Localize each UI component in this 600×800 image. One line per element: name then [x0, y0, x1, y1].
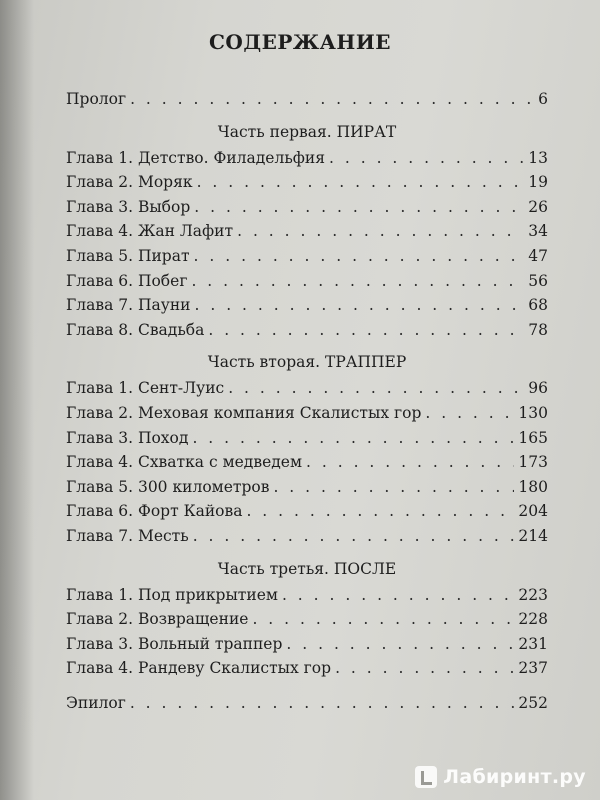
- toc-entry-page: 228: [518, 610, 548, 629]
- toc-entry: [66, 453, 548, 478]
- toc-entry-title: Глава 2. Моряк: [66, 173, 193, 192]
- toc-entry: [66, 321, 548, 346]
- toc-entry-page: 26: [528, 197, 548, 216]
- leader-dots: [195, 296, 525, 314]
- toc-entry-title: Глава 3. Вольный траппер: [66, 634, 283, 653]
- toc-entry-page: 214: [518, 526, 548, 545]
- toc-entry-title: Глава 1. Под прикрытием: [66, 585, 278, 604]
- table-of-contents: [66, 90, 548, 718]
- toc-entry: [66, 429, 548, 454]
- leader-dots: [246, 502, 514, 520]
- toc-entry-title: Глава 7. Месть: [66, 526, 189, 545]
- leader-dots: [192, 429, 514, 447]
- toc-entry-page: 204: [518, 502, 548, 521]
- toc-entry-title: Глава 6. Побег: [66, 271, 188, 290]
- toc-entry-page: 180: [518, 477, 548, 496]
- leader-dots: [130, 694, 515, 712]
- leader-dots: [306, 453, 514, 471]
- labirint-logo-icon: [415, 766, 437, 788]
- toc-entry: [66, 173, 548, 198]
- page-title: СОДЕРЖАНИЕ: [209, 30, 391, 54]
- toc-entry: [66, 222, 548, 247]
- toc-entry-page: 223: [518, 585, 548, 604]
- leader-dots: [228, 379, 524, 397]
- leader-dots: [335, 659, 514, 677]
- toc-entry-title: Глава 5. 300 километров: [66, 477, 270, 496]
- toc-entry: [66, 502, 548, 527]
- leader-dots: [197, 173, 525, 191]
- toc-entry-title: Глава 2. Возвращение: [66, 610, 249, 629]
- leader-dots: [194, 247, 525, 265]
- leader-dots: [130, 90, 534, 108]
- toc-entry-page: 47: [528, 246, 548, 265]
- toc-entry: [66, 527, 548, 552]
- watermark-text: Лабиринт.ру: [443, 766, 586, 788]
- toc-entry: [66, 610, 548, 635]
- watermark: [415, 766, 586, 788]
- toc-entry-page: 34: [528, 222, 548, 241]
- toc-entry-title: Глава 1. Сент-Луис: [66, 379, 225, 398]
- toc-entry: [66, 296, 548, 321]
- toc-entry-page: 6: [538, 90, 548, 108]
- leader-dots: [282, 586, 514, 604]
- toc-epilogue: [66, 694, 548, 719]
- part-heading: Часть третья. ПОСЛЕ: [217, 559, 397, 578]
- leader-dots: [193, 527, 515, 545]
- toc-entry: [66, 659, 548, 684]
- toc-entry-page: 130: [518, 403, 548, 422]
- toc-entry-page: 78: [528, 320, 548, 339]
- page-shadow: [0, 0, 34, 800]
- toc-entry-title: Глава 2. Меховая компания Скалистых гор: [66, 403, 422, 422]
- toc-entry: [66, 149, 548, 174]
- toc-entry-page: 252: [518, 693, 548, 712]
- toc-entry: [66, 247, 548, 272]
- toc-entry-page: 68: [528, 296, 548, 315]
- toc-entry-page: 56: [528, 271, 548, 290]
- spacer: [66, 684, 548, 694]
- toc-entry-title: Глава 4. Жан Лафит: [66, 222, 234, 241]
- toc-entry-title: Глава 3. Выбор: [66, 197, 191, 216]
- part-heading: Часть первая. ПИРАТ: [217, 122, 397, 141]
- toc-entry-title: Глава 8. Свадьба: [66, 320, 205, 339]
- toc-entry-title: Глава 5. Пират: [66, 246, 190, 265]
- toc-entry-page: 165: [518, 428, 548, 447]
- toc-entry-title: Глава 3. Поход: [66, 428, 189, 447]
- toc-entry-page: 231: [518, 634, 548, 653]
- leader-dots: [273, 478, 514, 496]
- toc-entry-title: Эпилог: [66, 693, 126, 712]
- toc-entry-page: 173: [518, 453, 548, 472]
- toc-entry-page: 96: [528, 379, 548, 398]
- toc-prologue: [66, 90, 548, 115]
- toc-entry: [66, 635, 548, 660]
- toc-entry-title: Глава 4. Рандеву Скалистых гор: [66, 659, 332, 678]
- leader-dots: [194, 198, 524, 216]
- leader-dots: [329, 149, 524, 167]
- leader-dots: [191, 272, 524, 290]
- toc-entry-title: Пролог: [66, 90, 127, 108]
- toc-entry-page: 13: [528, 148, 548, 167]
- part-heading: Часть вторая. ТРАППЕР: [207, 353, 407, 372]
- toc-entry: [66, 198, 548, 223]
- toc-entry: [66, 586, 548, 611]
- toc-entry-title: Глава 6. Форт Кайова: [66, 502, 243, 521]
- leader-dots: [425, 404, 514, 422]
- leader-dots: [208, 321, 524, 339]
- leader-dots: [252, 610, 514, 628]
- leader-dots: [237, 222, 524, 240]
- toc-entry: [66, 404, 548, 429]
- toc-entry-title: Глава 1. Детство. Филадельфия: [66, 148, 326, 167]
- toc-entry-page: 237: [518, 659, 548, 678]
- toc-entry-title: Глава 4. Схватка с медведем: [66, 453, 303, 472]
- toc-entry-title: Глава 7. Пауни: [66, 296, 191, 315]
- toc-entry: [66, 478, 548, 503]
- leader-dots: [286, 635, 514, 653]
- toc-entry-page: 19: [528, 173, 548, 192]
- toc-entry: [66, 272, 548, 297]
- toc-entry: [66, 379, 548, 404]
